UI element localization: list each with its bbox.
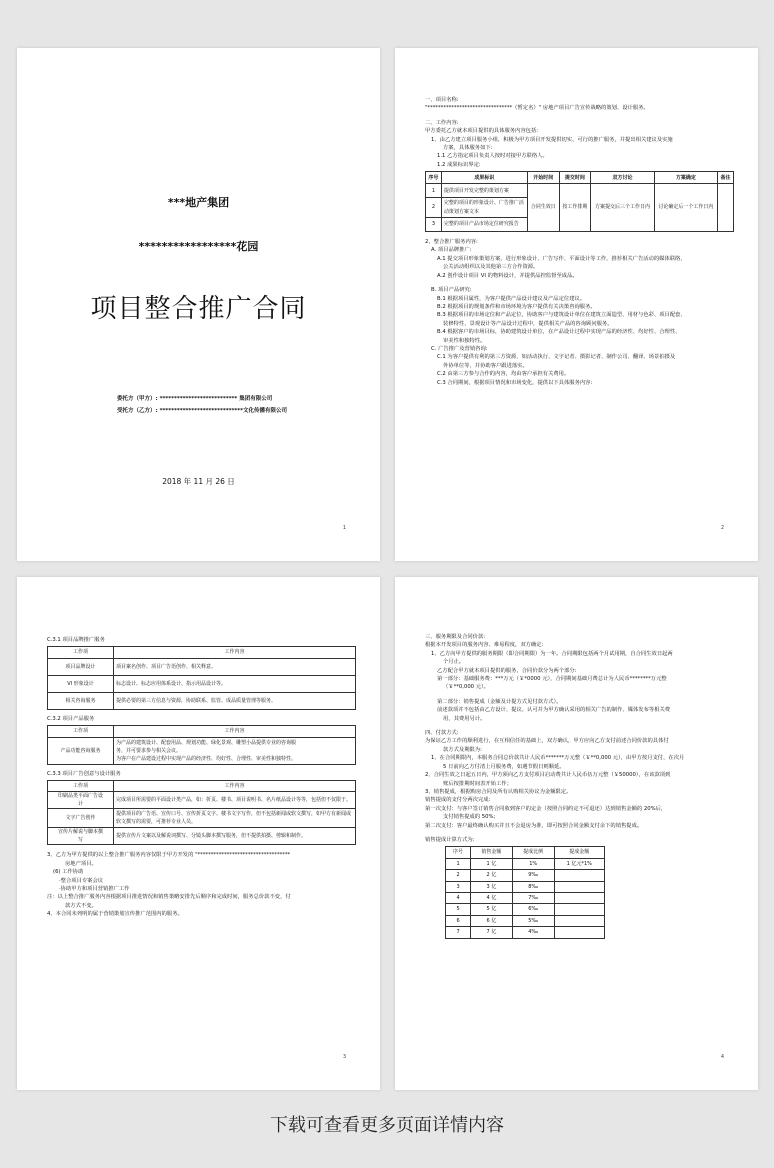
cover-title: 项目整合推广合同	[90, 294, 307, 324]
table-cell: 1	[446, 858, 471, 869]
table-header: 备注	[718, 172, 734, 184]
text-line: 4、本合同未列明的属于营销策划宣传推广范围内的服务。	[47, 911, 183, 918]
table-row	[48, 828, 356, 845]
text-line: 3、乙方为甲方提供的以上整合推广服务内容仅限于甲方开发的 "***********************************	[47, 852, 291, 859]
text-line: ·协助甲方和项目营销推广工作	[59, 886, 130, 893]
text-line: （￥**0,000 元）。	[443, 684, 489, 691]
text-line: 1、由乙方建立项目服务小组，积极为甲方项目开发提供切实、可行的推广服务，并提出相关建议及实施	[431, 136, 673, 143]
table-cell: 4 亿	[471, 892, 513, 903]
table-cell: 项目案名创作、项目广告语创作、相关释意。	[114, 658, 356, 675]
table-cell: 2	[446, 870, 471, 881]
text-line: A. 项目品牌推广:	[431, 247, 472, 254]
text-line: B.3 根据项目的市场定位和产品定位，协助客户与建筑设计单位在建筑立面造型、用材与色彩、项目配套、	[437, 312, 686, 319]
text-line: 款方式及期限为:	[443, 746, 482, 753]
text-line: ·整合项目专案会议	[59, 877, 104, 884]
table-cell	[554, 892, 604, 903]
table-cell: 5‰	[512, 915, 554, 926]
table-header-row	[48, 781, 356, 792]
text-line: 甲方委托乙方就本项目提供的具体服务内容包括:	[425, 128, 539, 135]
table-header-row	[48, 647, 356, 658]
table-cell: 8‰	[512, 881, 554, 892]
table-cell: 6‰	[512, 904, 554, 915]
table-header: 工作内容	[114, 781, 356, 792]
text-line: C.1 为客户提供有利的第三方资源，如活动执行、文字记者、摄影记者、制作公司、翻译、场景拍摄及	[437, 354, 676, 361]
table-cell: 完成项目所需要的平面设计类产品，如：折页、楼书、项目说明书、名片纸品设计等等，包括但不仅限于。	[114, 792, 356, 809]
text-line: 销售提成计算方式为:	[425, 836, 475, 843]
table-cell: 标志设计、标志应用体系设计、指示用品设计等。	[114, 675, 356, 692]
page-number: 1	[342, 525, 346, 531]
table-cell: VI 形象设计	[48, 675, 114, 692]
text-line: 外协单位等，并协助客户跟进落实。	[443, 362, 528, 369]
table-header: 提交时间	[559, 172, 591, 184]
page-3	[17, 577, 380, 1090]
text-line: 1.1 乙方指定项目负责人按时对接甲方联络人。	[437, 153, 548, 160]
table-cell: 2 亿	[471, 870, 513, 881]
text-line: 二、工作内容:	[425, 119, 459, 126]
section-title: C.3.2 项目产品服务	[47, 715, 95, 722]
table-cell: 产品功能咨询服务	[48, 737, 114, 764]
page-1-cover	[17, 48, 380, 561]
text-line: 2、整合推广服务内容:	[425, 239, 478, 246]
table-row	[48, 658, 356, 675]
product-service-table	[47, 725, 356, 764]
page-4-text	[425, 633, 734, 844]
creative-service-table	[47, 780, 356, 845]
table-cell	[554, 870, 604, 881]
table-cell	[554, 927, 604, 938]
text-line: 个月止。	[443, 659, 465, 666]
table-row	[48, 792, 356, 809]
table-cell: 完整的项目产品市场定位研究报告	[441, 218, 527, 232]
table-cell: 4‰	[512, 927, 554, 938]
table-cell: 方案提交后三个工作日内	[591, 184, 654, 232]
table-row	[446, 904, 605, 915]
cover-project: *****************花园	[138, 240, 259, 253]
text-line: 公关活动组织以及其他第三方合作资源。	[443, 264, 539, 271]
text-line: 第一次支付：与客户签订销售合同收到客户的定金（按照合同约定不可退还）达到销售金额的 20%后，	[425, 805, 667, 812]
text-line: 审美性和独特性。	[443, 337, 486, 344]
table-header: 提成金额	[554, 847, 604, 858]
page-2-text-b	[425, 238, 734, 387]
page-3-text	[47, 851, 356, 918]
section-title: C.3.1 项目品牌推广服务	[47, 637, 105, 643]
table-cell	[114, 737, 356, 764]
commission-table	[445, 846, 605, 938]
page-4	[395, 577, 758, 1090]
table-header: 方案确定	[654, 172, 717, 184]
table-cell: 文字广告创作	[48, 809, 114, 828]
table-row	[446, 870, 605, 881]
table-cell	[554, 904, 604, 915]
table-cell: 7	[446, 927, 471, 938]
table-row	[48, 675, 356, 692]
table-cell: 提供项目开发完整的策划方案	[441, 184, 527, 198]
table-header: 成果标识	[441, 172, 527, 184]
text-line: 账后按排期时间表开始工作；	[443, 780, 512, 787]
text-line: 乙方配合甲方就本项目提供的服务，合同价款分为两个部分:	[437, 667, 577, 674]
text-line: 三、服务期限及合同价款:	[425, 634, 486, 640]
text-line: 5 日前向乙方付清上月服务费，如遇节假日则顺延。	[443, 763, 565, 770]
table-cell: 7‰	[512, 892, 554, 903]
text-line: C.2 由第三方参与合作的内容，均由客户承担有关费用。	[437, 371, 570, 378]
table-row	[48, 809, 356, 828]
text-line: B.4 根据客户的市场目标，协助建筑设计单位，在产品设计过程中实现产品的经济性、均好性、合理性、	[437, 329, 681, 336]
text-line: C. 广告推广及营销咨询:	[431, 345, 488, 352]
text-line: 方案，具体服务如下:	[443, 145, 493, 152]
cell-line: 为客户在产品建设过程中实现产品的经济性、均好性、合理性、审美性和独特性。	[116, 755, 297, 762]
table-cell: 2	[426, 198, 442, 218]
table-cell: 1 亿元*1%	[554, 858, 604, 869]
page-2	[395, 48, 758, 561]
table-cell: 3	[446, 881, 471, 892]
table-header: 序号	[446, 847, 471, 858]
table-cell: 印刷品类平面广告设计	[48, 792, 114, 809]
download-more-banner[interactable]: 下载可查看更多页面详情内容	[270, 1115, 504, 1136]
text-line: B. 项目产品研究:	[431, 287, 472, 294]
table-cell: 1	[426, 184, 442, 198]
page-number: 3	[342, 1054, 346, 1060]
table-cell: 合同生效日	[527, 184, 559, 232]
cell-line: 务，并可要求参与相关会议。	[116, 747, 182, 754]
table-row	[446, 915, 605, 926]
text-line: 第二部分：销售提成（金额及计提方式见付款方式）。	[437, 698, 562, 705]
table-header-row	[48, 726, 356, 737]
page-2-text-a	[425, 96, 734, 169]
text-line: 款方式不变。	[65, 902, 97, 909]
text-line: 用，其费用另计。	[443, 715, 486, 722]
table-header: 工作项	[48, 781, 114, 792]
table-header-row	[426, 172, 734, 184]
table-cell	[554, 915, 604, 926]
text-line: 前述款项并不包括由乙方设计、提议、认可并为甲方确认采用的相关广告的制作、媒体发布等相关费	[437, 707, 671, 714]
table-cell: 讨论确定后一个工作日内	[654, 184, 717, 232]
table-cell: 3 亿	[471, 881, 513, 892]
text-line: (6) 工作协助	[53, 869, 84, 876]
text-line: A.1 提交项目形象策划方案，进行形象设计、广告写作、平面设计等工作，推荐相关广告活动的媒体联络，	[437, 255, 686, 262]
text-line: 房地产项目。	[65, 860, 97, 867]
text-line: 2、合同生效之日起五日内，甲方须向乙方支付项目启动费共计人民币伍万元整（￥50000），在该款项到	[425, 772, 671, 779]
text-line: 3、销售提成，根据购房合同及所有认购相关协议为金额限定。	[425, 788, 572, 795]
text-line: 为保证乙方工作的顺利进行，在互相信任的基础上，双方确认，甲方应向乙方支付前述合同价款的具体付	[425, 738, 669, 745]
table-cell: 3	[426, 218, 442, 232]
text-line: B.2 根据项目的规划条件和市场环境为客户提供有关决策咨询服务。	[437, 303, 596, 310]
table-header: 工作项	[48, 726, 114, 737]
text-line: 支付销售提成的 50%;	[443, 814, 496, 821]
table-row	[426, 184, 734, 198]
table-cell: 按工作排期	[559, 184, 591, 232]
cover-company: ***地产集团	[167, 196, 230, 209]
table-cell: 6	[446, 915, 471, 926]
cell-line: 为产品的建筑设计、配套用品、规划功能、绿化景观、雕塑小品提供专业的咨询服	[116, 739, 297, 746]
page-4-body	[425, 633, 734, 939]
table-cell: 5	[446, 904, 471, 915]
table-cell: 5 亿	[471, 904, 513, 915]
text-line: B.1 根据项目属性，为客户提供产品设计建议及产品定位建议。	[437, 295, 586, 302]
table-cell	[554, 881, 604, 892]
text-line: 1.2 成果标识界定:	[437, 161, 481, 168]
table-header: 序号	[426, 172, 442, 184]
text-line: 1、乙方向甲方提供的服务期限（即合同期限）为一年。合同期限包括两个月试用期，自合同生效日起两	[431, 650, 673, 657]
table-cell: 1 亿	[471, 858, 513, 869]
table-header: 提成比例	[512, 847, 554, 858]
table-header: 开始时间	[527, 172, 559, 184]
table-row	[446, 858, 605, 869]
text-line: 根据本开发项目的服务内容、难易程度，双方确定:	[425, 642, 544, 649]
text-line: 一、项目名称:	[425, 97, 459, 103]
table-header: 工作内容	[114, 647, 356, 658]
page-2-body	[425, 96, 734, 387]
page-number: 2	[720, 525, 724, 531]
table-cell: 1%	[512, 858, 554, 869]
table-cell: 项目品牌设计	[48, 658, 114, 675]
table-body	[446, 858, 605, 938]
table-cell: 4	[446, 892, 471, 903]
table-row	[446, 892, 605, 903]
table-cell: 提供项目的广告语、宣传口号、宣传折页文字、楼书文字写作，但不包括新闻或软文撰写，如甲方有新闻或软文撰写的需要，可推荐专业人员。	[114, 809, 356, 828]
table-cell: 提供必要的第三方信息与资源，协助联系、监管、成品质量管理等服务。	[114, 692, 356, 709]
table-header-row	[446, 847, 605, 858]
deliverables-table	[425, 171, 734, 232]
text-line: 装修特性、景观设计等产品设计过程中，提供相关产品的咨询顾问服务。	[443, 320, 613, 327]
party-b: 受托方（乙方）: *****************************文化传播有限公司	[117, 408, 288, 414]
table-cell: 7 亿	[471, 927, 513, 938]
table-header: 双方讨论	[591, 172, 654, 184]
text-line: 销售提成的支付分两次完成:	[425, 797, 491, 804]
text-line: 四、付款方式:	[425, 730, 459, 737]
text-line: 1、在合同期限内，本服务合同总价款共计人民币*******万元整（￥**0,000 元），由甲方按月支付，在次月	[431, 755, 685, 762]
cover-date: 2018 年 11 月 26 日	[162, 477, 235, 486]
text-line: C.3 合同期间，根据项目情况和市场变化，提供以下具体服务内容:	[437, 379, 593, 386]
section-title: C.3.3 项目广告创意与设计服务	[47, 770, 121, 777]
party-a: 委托方（甲方）: *************************** 集团有限公司	[117, 396, 273, 402]
brand-service-table	[47, 646, 356, 709]
table-cell: 提供宣传片文案以及解说词撰写、分镜头脚本撰写服务，但不提供拍摄、剪辑和制作。	[114, 828, 356, 845]
table-cell	[718, 184, 734, 232]
table-header: 工作项	[48, 647, 114, 658]
table-row	[446, 927, 605, 938]
text-line: 第二次支付：客户最终确认购买并且不会退房为准，即可按照合同金额支付余下的销售提成。	[425, 822, 643, 829]
table-header: 工作内容	[114, 726, 356, 737]
text-line: "********************************（暂定名）" 房地产项目广告宣传战略的策划、设计服务。	[425, 105, 649, 112]
table-header: 销售金额	[471, 847, 513, 858]
page-number: 4	[720, 1054, 724, 1060]
table-cell: 宣传片解说与脚本撰写	[48, 828, 114, 845]
table-row	[446, 881, 605, 892]
table-cell: 9‰	[512, 870, 554, 881]
text-line: 第一部分：基础服务费：***万元（￥*0000 元），合同期间基础月费总计为人民币********万元整	[437, 676, 667, 683]
page-3-body	[47, 633, 356, 919]
table-cell: 完整的项目的形象设计、广告推广活动策划方案文本	[441, 198, 527, 218]
text-line: 注：以上整合推广服务内容根据项目推进情况和销售策略安排先后顺序和完成时间，服务总价款不变，付	[47, 894, 291, 901]
table-row	[48, 692, 356, 709]
table-cell: 6 亿	[471, 915, 513, 926]
text-line: A.2 创作设计项目 VI 的物料设计，并提供品控监督至成品。	[437, 272, 578, 279]
table-cell: 相关咨询服务	[48, 692, 114, 709]
table-row	[48, 737, 356, 764]
